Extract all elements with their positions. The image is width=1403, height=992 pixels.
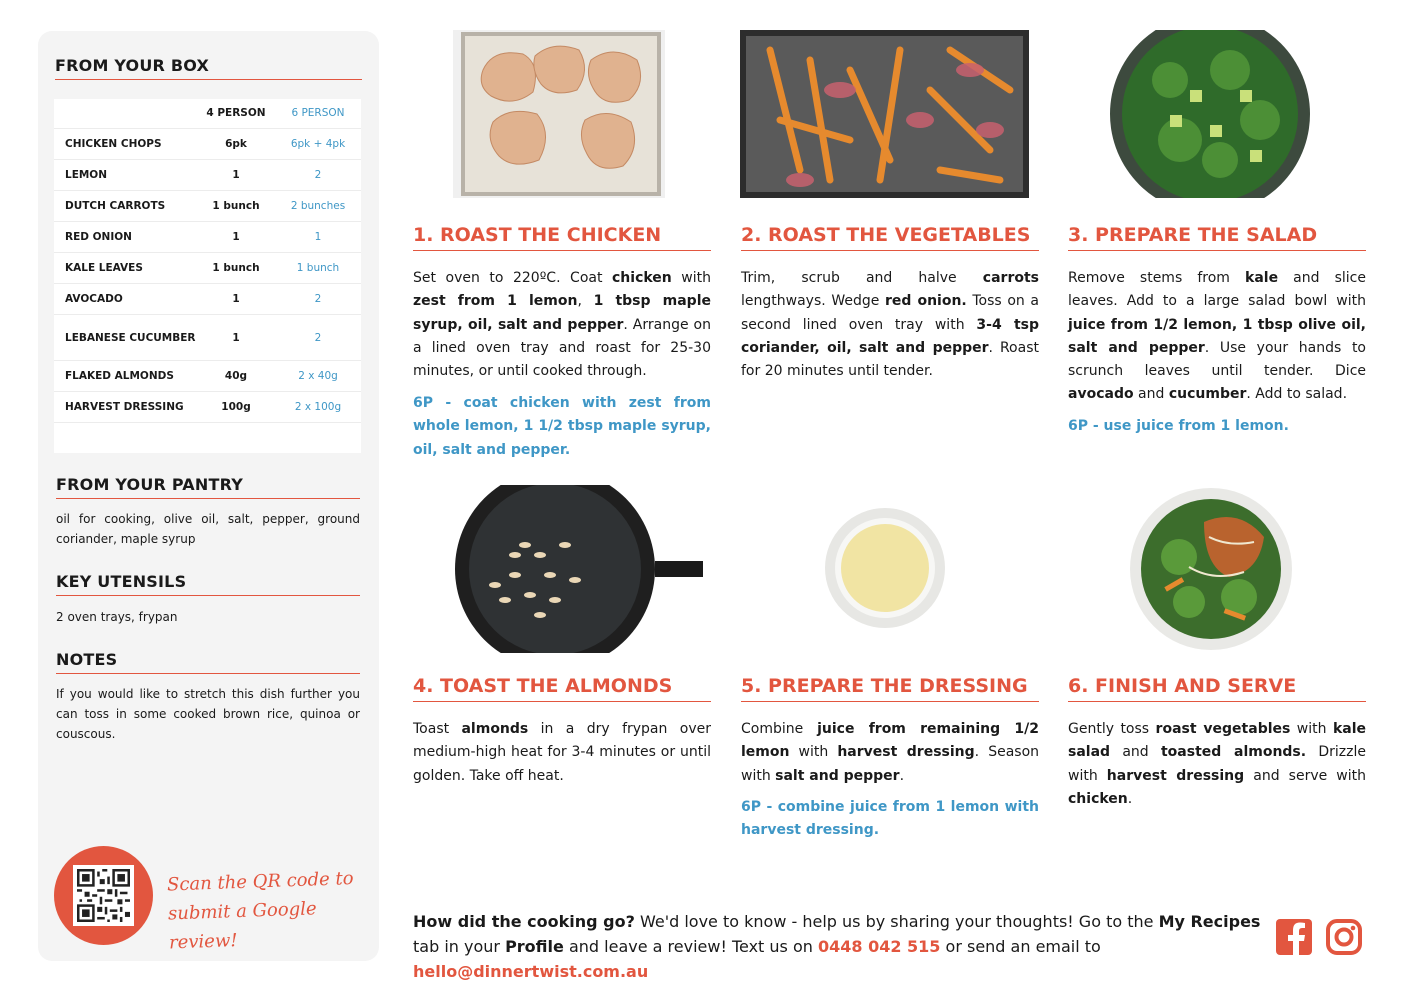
- notes-heading: NOTES: [56, 650, 360, 674]
- plated-dish-photo: [1129, 487, 1293, 651]
- roast-vegetables-tray-photo: [740, 30, 1029, 198]
- step-5-title: 5. PREPARE THE DRESSING: [741, 675, 1039, 702]
- step-1-body: Set oven to 220ºC. Coat chicken with zest from 1 lemon, 1 tbsp maple syrup, oil, salt and pepper. Arrange on a lined oven tray and roast for 25-30 minutes, or until cooked through.: [413, 270, 711, 380]
- step-4-body: Toast almonds in a dry frypan over medium-high heat for 3-4 minutes or until golden. Take off heat.: [413, 721, 711, 784]
- almonds-frypan-photo: [455, 485, 703, 653]
- table-row: [54, 315, 361, 361]
- qr-badge[interactable]: [54, 846, 153, 945]
- qty-6: 2: [314, 331, 322, 344]
- table-row: [54, 221, 361, 252]
- qty-6: 2: [314, 293, 322, 305]
- qr-code-icon[interactable]: [73, 865, 134, 926]
- ingredient-name: LEBANESE CUCUMBER: [65, 331, 196, 344]
- ingredient-name: DUTCH CARROTS: [65, 199, 166, 212]
- step-2-body: Trim, scrub and halve carrots lengthways. Wedge red onion. Toss on a second lined oven tray with 3-4 tsp coriander, oil, salt and pepper. Roast for 20 minutes until tender.: [741, 270, 1040, 380]
- facebook-icon[interactable]: [1275, 918, 1313, 956]
- email-link[interactable]: hello@dinnertwist.com.au: [413, 962, 649, 981]
- table-row: [54, 283, 361, 314]
- qty-4: 1 bunch: [212, 199, 260, 212]
- qty-4: 1: [232, 331, 240, 344]
- ingredient-name: LEMON: [65, 168, 108, 181]
- box-heading: FROM YOUR BOX: [55, 56, 362, 80]
- ingredient-name: CHICKEN CHOPS: [65, 137, 162, 150]
- qty-6: 1 bunch: [296, 261, 340, 274]
- step-3-6p-tip: 6P - use juice from 1 lemon.: [1068, 418, 1289, 434]
- qr-note-line2: submit a Google review!: [167, 898, 317, 954]
- roast-chicken-tray-photo: [453, 30, 665, 198]
- ingredient-name: FLAKED ALMONDS: [65, 370, 174, 383]
- step-5-body: Combine juice from remaining 1/2 lemon with harvest dressing. Season with salt and pepper.: [741, 721, 1040, 784]
- table-row: [54, 252, 361, 283]
- qty-6: 2 bunches: [290, 199, 346, 212]
- kale-salad-bowl-photo: [1110, 30, 1310, 198]
- step-4-title: 4. TOAST THE ALMONDS: [413, 675, 711, 702]
- phone-link[interactable]: 0448 042 515: [817, 937, 941, 956]
- qty-6: 1: [314, 230, 322, 243]
- utensils-heading: KEY UTENSILS: [56, 572, 360, 596]
- qty-4: 1: [232, 230, 240, 243]
- step-1-6p-tip: 6P - coat chicken with zest from whole lemon, 1 1/2 tbsp maple syrup, oil, salt and pepper.: [413, 395, 711, 458]
- instagram-icon[interactable]: [1325, 918, 1363, 956]
- step-1-title: 1. ROAST THE CHICKEN: [413, 224, 711, 251]
- feedback-footer: How did the cooking go? We'd love to know - help us by sharing your thoughts! Go to the My Recipes tab in your Profile and leave a review! Text us on 0448 042 515 or send an email to hello@dinnertwist.com.au: [413, 912, 1261, 981]
- ingredient-name: HARVEST DRESSING: [65, 401, 184, 414]
- ingredient-name: RED ONION: [65, 230, 132, 243]
- step-2-title: 2. ROAST THE VEGETABLES: [741, 224, 1039, 251]
- qty-4: 40g: [224, 370, 248, 383]
- step-6-body: Gently toss roast vegetables with kale salad and toasted almonds. Drizzle with harvest dressing and serve with chicken.: [1068, 721, 1367, 807]
- col-6-person: 6 PERSON: [291, 107, 345, 120]
- table-header-row: [54, 99, 361, 128]
- sidebar: [38, 31, 379, 961]
- step-3-title: 3. PREPARE THE SALAD: [1068, 224, 1366, 251]
- qty-6: 2 x 100g: [294, 401, 342, 414]
- qty-6: 2 x 40g: [298, 370, 338, 383]
- qty-6: 6pk + 4pk: [290, 137, 346, 150]
- qty-4: 1 bunch: [212, 261, 260, 274]
- table-row: [54, 190, 361, 221]
- ingredient-name: KALE LEAVES: [65, 261, 143, 274]
- table-row: [54, 361, 361, 392]
- step-3-body: Remove stems from kale and slice leaves. Add to a large salad bowl with juice from 1/2 lemon, 1 tbsp olive oil, salt and pepper. Use your hands to scrunch leaves until tender. Dice avocado and cucumber. Add to salad.: [1068, 270, 1366, 403]
- qty-4: 1: [232, 293, 240, 305]
- qr-note: [167, 864, 370, 958]
- qty-4: 100g: [221, 401, 251, 414]
- utensils-text: 2 oven trays, frypan: [56, 610, 178, 624]
- ingredients-table: [54, 99, 361, 453]
- pantry-text: oil for cooking, olive oil, salt, pepper, ground coriander, maple syrup: [56, 512, 360, 546]
- table-row: [54, 392, 361, 423]
- pantry-heading: FROM YOUR PANTRY: [56, 475, 360, 499]
- step-6-title: 6. FINISH AND SERVE: [1068, 675, 1366, 702]
- qty-4: 6pk: [225, 137, 247, 150]
- table-row: [54, 128, 361, 159]
- dressing-bowl-photo: [824, 507, 946, 629]
- notes-text: If you would like to stretch this dish further you can toss in some cooked brown rice, quinoa or couscous.: [56, 687, 360, 741]
- qty-4: 1: [232, 168, 240, 181]
- step-5-6p-tip: 6P - combine juice from 1 lemon with harvest dressing.: [741, 799, 1039, 839]
- col-4-person: 4 PERSON: [206, 107, 266, 120]
- table-row: [54, 159, 361, 190]
- qty-6: 2: [314, 168, 322, 181]
- qr-note-line1: Scan the QR code to: [166, 868, 354, 896]
- ingredient-name: AVOCADO: [65, 293, 123, 305]
